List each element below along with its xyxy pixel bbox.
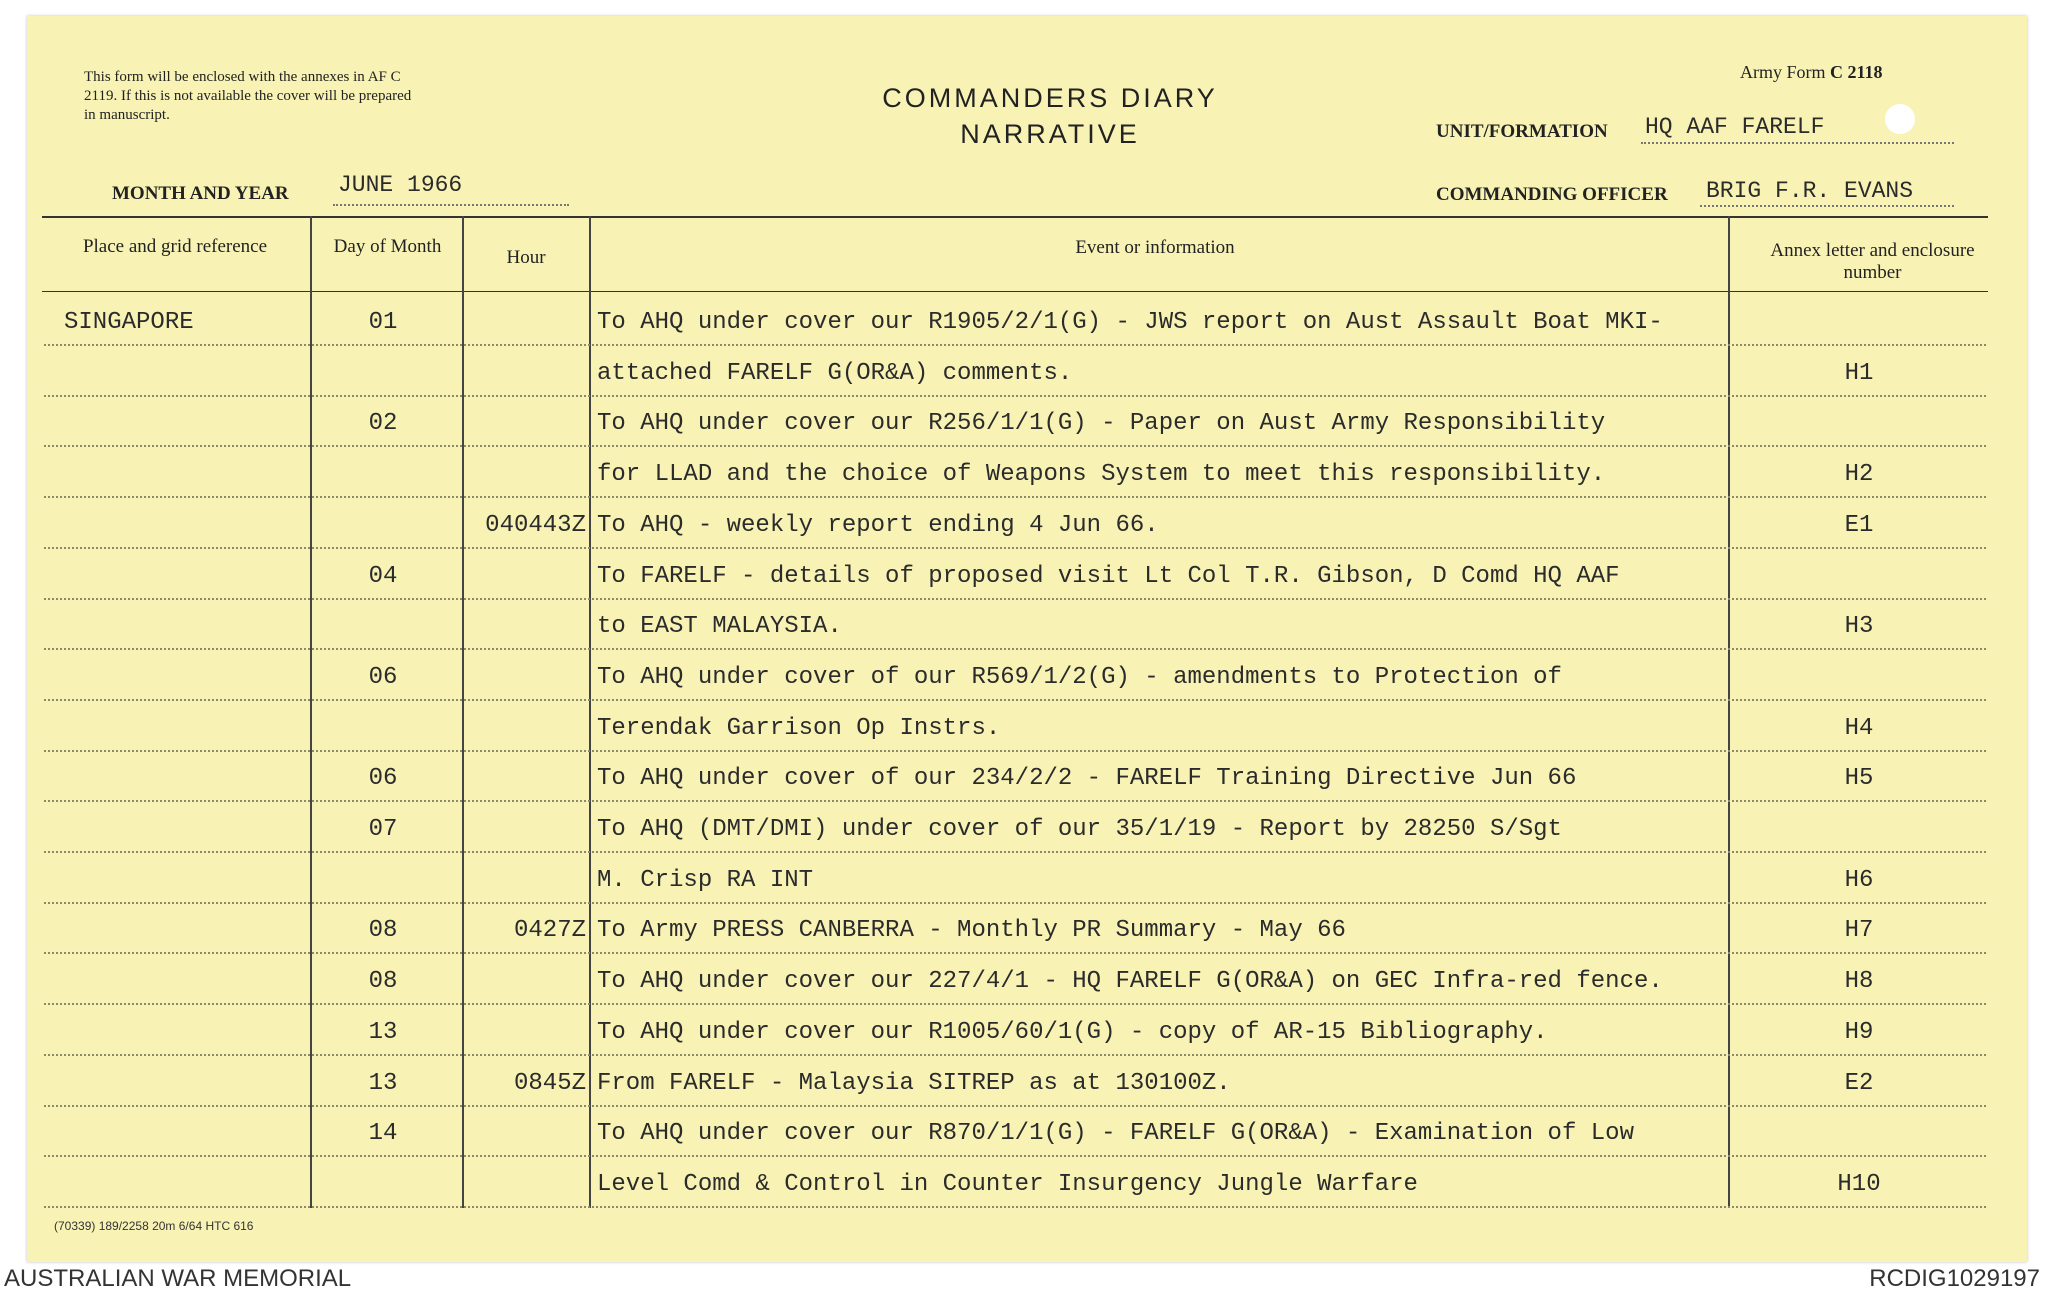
form-instruction-note: This form will be enclosed with the annexes in AF C 2119. If this is not available the cover will be prepared in manuscript.: [84, 69, 412, 123]
month-year-label: MONTH AND YEAR: [112, 183, 289, 204]
archive-credit: AUSTRALIAN WAR MEMORIAL: [4, 1265, 352, 1292]
cell-annex: E2: [1844, 1070, 1874, 1097]
cell-event: to EAST MALAYSIA.: [597, 613, 842, 640]
cell-annex: H8: [1844, 968, 1874, 995]
header-hour: Hour: [506, 247, 546, 268]
cell-hour: 0845Z: [513, 1070, 586, 1097]
cell-hour: 0427Z: [513, 917, 586, 944]
cell-event: To AHQ under cover of our R569/1/2(G) - amendments to Protection of: [597, 664, 1562, 691]
commanding-officer-label: COMMANDING OFFICER: [1436, 184, 1668, 205]
cell-day: 13: [368, 1070, 398, 1097]
punch-hole: [1885, 104, 1915, 134]
cell-day: 01: [368, 309, 398, 336]
form-number: [1740, 62, 1883, 83]
cell-annex: H9: [1844, 1019, 1874, 1046]
cell-event: Level Comd & Control in Counter Insurgency Jungle Warfare: [597, 1171, 1418, 1198]
row-rule: [44, 1155, 1986, 1157]
header-place: Place and grid reference: [82, 236, 268, 257]
cell-event: To Army PRESS CANBERRA - Monthly PR Summary - May 66: [597, 917, 1346, 944]
unit-formation-line: [1641, 142, 1954, 144]
row-rule: [44, 800, 1986, 802]
row-rule: [44, 598, 1986, 600]
month-year-line: [333, 204, 569, 206]
cell-day: 04: [368, 563, 398, 590]
cell-day: 08: [368, 968, 398, 995]
cell-event: for LLAD and the choice of Weapons System to meet this responsibility.: [597, 461, 1606, 488]
col-divider-place: [310, 216, 312, 1208]
cell-event: To AHQ (DMT/DMI) under cover of our 35/1/19 - Report by 28250 S/Sgt: [597, 816, 1562, 843]
row-rule: [44, 445, 1986, 447]
col-divider-hour: [589, 216, 591, 1208]
cell-event: attached FARELF G(OR&A) comments.: [597, 360, 1073, 387]
cell-event: To AHQ under cover our R1005/60/1(G) - copy of AR-15 Bibliography.: [597, 1019, 1548, 1046]
header-day: Day of Month: [333, 236, 442, 257]
unit-formation-value: HQ AAF FARELF: [1645, 114, 1825, 140]
cell-hour: 040443Z: [485, 512, 586, 539]
cell-annex: H5: [1844, 765, 1874, 792]
cell-event: From FARELF - Malaysia SITREP as at 130100Z.: [597, 1070, 1231, 1097]
row-rule: [44, 699, 1986, 701]
row-rule: [44, 1206, 1986, 1208]
form-number-value: C 2118: [1830, 62, 1883, 82]
col-divider-day: [462, 216, 464, 1208]
row-rule: [44, 648, 1986, 650]
commanding-officer-line: [1700, 205, 1954, 207]
unit-formation-label: UNIT/FORMATION: [1436, 121, 1608, 142]
cell-annex: H10: [1837, 1171, 1881, 1198]
header-annex: Annex letter and enclosure number: [1770, 240, 1975, 283]
archive-reference: RCDIG1029197: [1869, 1265, 2040, 1292]
cell-event: To AHQ under cover our R870/1/1(G) - FARELF G(OR&A) - Examination of Low: [597, 1120, 1634, 1147]
cell-annex: H6: [1844, 867, 1874, 894]
row-rule: [44, 496, 1986, 498]
cell-annex: H1: [1844, 360, 1874, 387]
table-header-border: [42, 291, 1988, 292]
cell-event: M. Crisp RA INT: [597, 867, 814, 894]
row-rule: [44, 1054, 1986, 1056]
form-subtitle: NARRATIVE: [960, 119, 1140, 149]
cell-annex: H4: [1844, 715, 1874, 742]
form-number-prefix: Army Form: [1740, 62, 1826, 82]
cell-place: SINGAPORE: [64, 309, 194, 336]
cell-day: 08: [368, 917, 398, 944]
cell-annex: H3: [1844, 613, 1874, 640]
print-code: (70339) 189/2258 20m 6/64 HTC 616: [54, 1219, 254, 1233]
cell-day: 13: [368, 1019, 398, 1046]
cell-annex: H7: [1844, 917, 1874, 944]
header-event: Event or information: [1075, 237, 1235, 258]
cell-event: To AHQ under cover our 227/4/1 - HQ FARELF G(OR&A) on GEC Infra-red fence.: [597, 968, 1663, 995]
cell-day: 02: [368, 410, 398, 437]
cell-day: 07: [368, 816, 398, 843]
cell-event: Terendak Garrison Op Instrs.: [597, 715, 1001, 742]
cell-annex: E1: [1844, 512, 1874, 539]
row-rule: [44, 1105, 1986, 1107]
form-title: COMMANDERS DIARY: [882, 83, 1218, 113]
row-rule: [44, 547, 1986, 549]
month-year-value: JUNE 1966: [338, 172, 463, 198]
commanding-officer-value: BRIG F.R. EVANS: [1706, 178, 1914, 204]
row-rule: [44, 851, 1986, 853]
row-rule: [44, 344, 1986, 346]
row-rule: [44, 952, 1986, 954]
row-rule: [44, 395, 1986, 397]
cell-day: 06: [368, 765, 398, 792]
row-rule: [44, 750, 1986, 752]
cell-day: 06: [368, 664, 398, 691]
table-top-border: [42, 216, 1988, 218]
row-rule: [44, 902, 1986, 904]
cell-annex: H2: [1844, 461, 1874, 488]
cell-event: To FARELF - details of proposed visit Lt Col T.R. Gibson, D Comd HQ AAF: [597, 563, 1620, 590]
cell-event: To AHQ under cover our R256/1/1(G) - Paper on Aust Army Responsibility: [597, 410, 1606, 437]
cell-event: To AHQ under cover of our 234/2/2 - FARELF Training Directive Jun 66: [597, 765, 1577, 792]
cell-event: To AHQ - weekly report ending 4 Jun 66.: [597, 512, 1159, 539]
cell-event: To AHQ under cover our R1905/2/1(G) - JWS report on Aust Assault Boat MKI-: [597, 309, 1663, 336]
row-rule: [44, 1003, 1986, 1005]
cell-day: 14: [368, 1120, 398, 1147]
